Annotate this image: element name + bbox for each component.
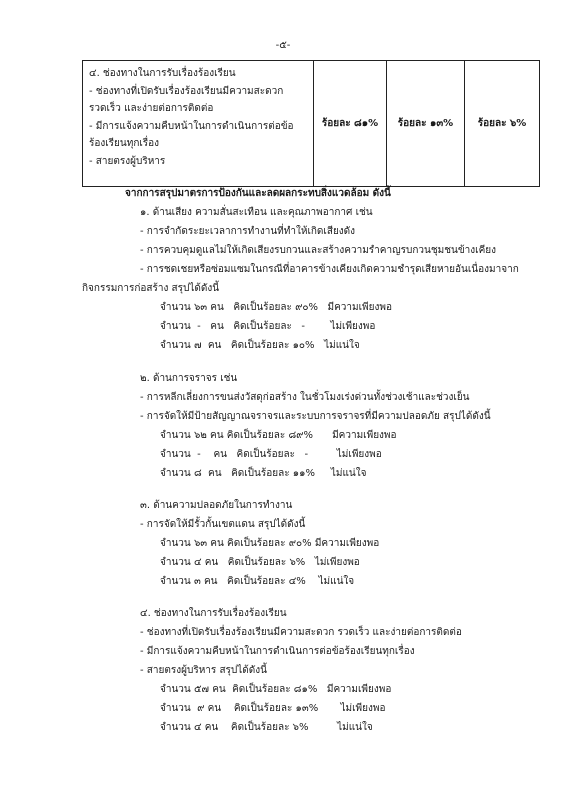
result-line: จำนวน - คน คิดเป็นร้อยละ - ไม่เพียงพอ xyxy=(160,321,376,332)
bullet-item: - สายตรงผู้บริหาร สรุปได้ดังนี้ xyxy=(140,665,268,676)
result-line: จำนวน ๓ คน คิดเป็นร้อยละ ๔% ไม่แน่ใจ xyxy=(160,576,355,587)
bullet-item: - มีการแจ้งความคืบหน้าในการดำเนินการต่อข้อร้องเรียนทุกเรื่อง xyxy=(140,646,415,657)
bullet-item: - การจัดให้มีป้ายสัญญาณจราจรและระบบการจราจรที่มีความปลอดภัย สรุปได้ดังนี้ xyxy=(140,411,491,422)
topic-cell xyxy=(83,61,314,187)
bullet-item: - การควบคุมดูแลไม่ให้เกิดเสียงรบกวนและสร้างความรำคาญรบกวนชุมชนข้างเคียง xyxy=(140,245,497,256)
result-line: จำนวน ๔ คน คิดเป็นร้อยละ ๖% ไม่แน่ใจ xyxy=(160,722,373,733)
result-line: จำนวน ๖๓ คน คิดเป็นร้อยละ ๙๐% มีความเพียงพอ xyxy=(160,538,380,549)
summary-heading: จากการสรุปมาตรการป้องกันและลดผลกระทบสิ่งแวดล้อม ดังนี้ xyxy=(125,188,391,199)
result-line: จำนวน ๖๒ คน คิดเป็นร้อยละ ๘๙% มีความเพียงพอ xyxy=(160,430,397,441)
section-title: ๒. ด้านการจราจร เช่น xyxy=(140,373,238,384)
value-cell-inadequate: ร้อยละ ๑๓% xyxy=(387,61,465,187)
page-number: -๕- xyxy=(275,40,291,51)
section-title: ๓. ด้านความปลอดภัยในการทำงาน xyxy=(140,500,293,511)
table-row xyxy=(83,61,540,187)
result-line: จำนวน ๗ คน คิดเป็นร้อยละ ๑๐% ไม่แน่ใจ xyxy=(160,340,360,351)
bullet-item: - การชดเชยหรือซ่อมแซมในกรณีที่อาคารข้างเคียงเกิดความชำรุดเสียหายอันเนื่องมาจาก xyxy=(140,264,519,275)
result-line: จำนวน ๘ คน คิดเป็นร้อยละ ๑๑% ไม่แน่ใจ xyxy=(160,468,367,479)
bullet-item: - การจัดให้มีรั้วกั้นเขตแดน สรุปได้ดังนี้ xyxy=(140,519,306,530)
section-title: ๑. ด้านเสียง ความสั่นสะเทือน และคุณภาพอากาศ เช่น xyxy=(140,207,373,218)
result-line: จำนวน ๕๗ คน คิดเป็นร้อยละ ๘๑% มีความเพียงพอ xyxy=(160,684,392,695)
bullet-item: - การจำกัดระยะเวลาการทำงานที่ทำให้เกิดเสียงดัง xyxy=(140,226,356,237)
result-line: จำนวน ๖๓ คน คิดเป็นร้อยละ ๙๐% มีความเพียงพอ xyxy=(160,302,392,313)
result-line: จำนวน ๙ คน คิดเป็นร้อยละ ๑๓% ไม่เพียงพอ xyxy=(160,703,386,714)
topic-line: - ช่องทางที่เปิดรับเรื่องร้องเรียนมีความสะดวก xyxy=(89,85,284,97)
bullet-continuation: กิจกรรมการก่อสร้าง สรุปได้ดังนี้ xyxy=(82,283,220,294)
bullet-item: - การหลีกเลี่ยงการขนส่งวัสดุก่อสร้าง ในชั่วโมงเร่งด่วนทั้งช่วงเช้าและช่วงเย็น xyxy=(140,392,470,403)
topic-line: ร้องเรียนทุกเรื่อง xyxy=(89,138,160,149)
bullet-item: - ช่องทางที่เปิดรับเรื่องร้องเรียนมีความสะดวก รวดเร็ว และง่ายต่อการติดต่อ xyxy=(140,627,462,638)
result-line: จำนวน - คน คิดเป็นร้อยละ - ไม่เพียงพอ xyxy=(160,449,382,460)
value-cell-unsure: ร้อยละ ๖% xyxy=(465,61,540,187)
topic-line: - มีการแจ้งความคืบหน้าในการดำเนินการต่อข้อ xyxy=(89,120,294,132)
result-line: จำนวน ๔ คน คิดเป็นร้อยละ ๖% ไม่เพียงพอ xyxy=(160,557,360,568)
section-title: ๔. ช่องทางในการรับเรื่องร้องเรียน xyxy=(140,608,287,619)
topic-line: - สายตรงผู้บริหาร xyxy=(89,155,166,167)
topic-line: รวดเร็ว และง่ายต่อการติดต่อ xyxy=(89,103,214,114)
value-cell-adequate: ร้อยละ ๘๑% xyxy=(314,61,387,187)
topic-line: ๔. ช่องทางในการรับเรื่องร้องเรียน xyxy=(89,68,236,79)
summary-table xyxy=(82,60,540,187)
